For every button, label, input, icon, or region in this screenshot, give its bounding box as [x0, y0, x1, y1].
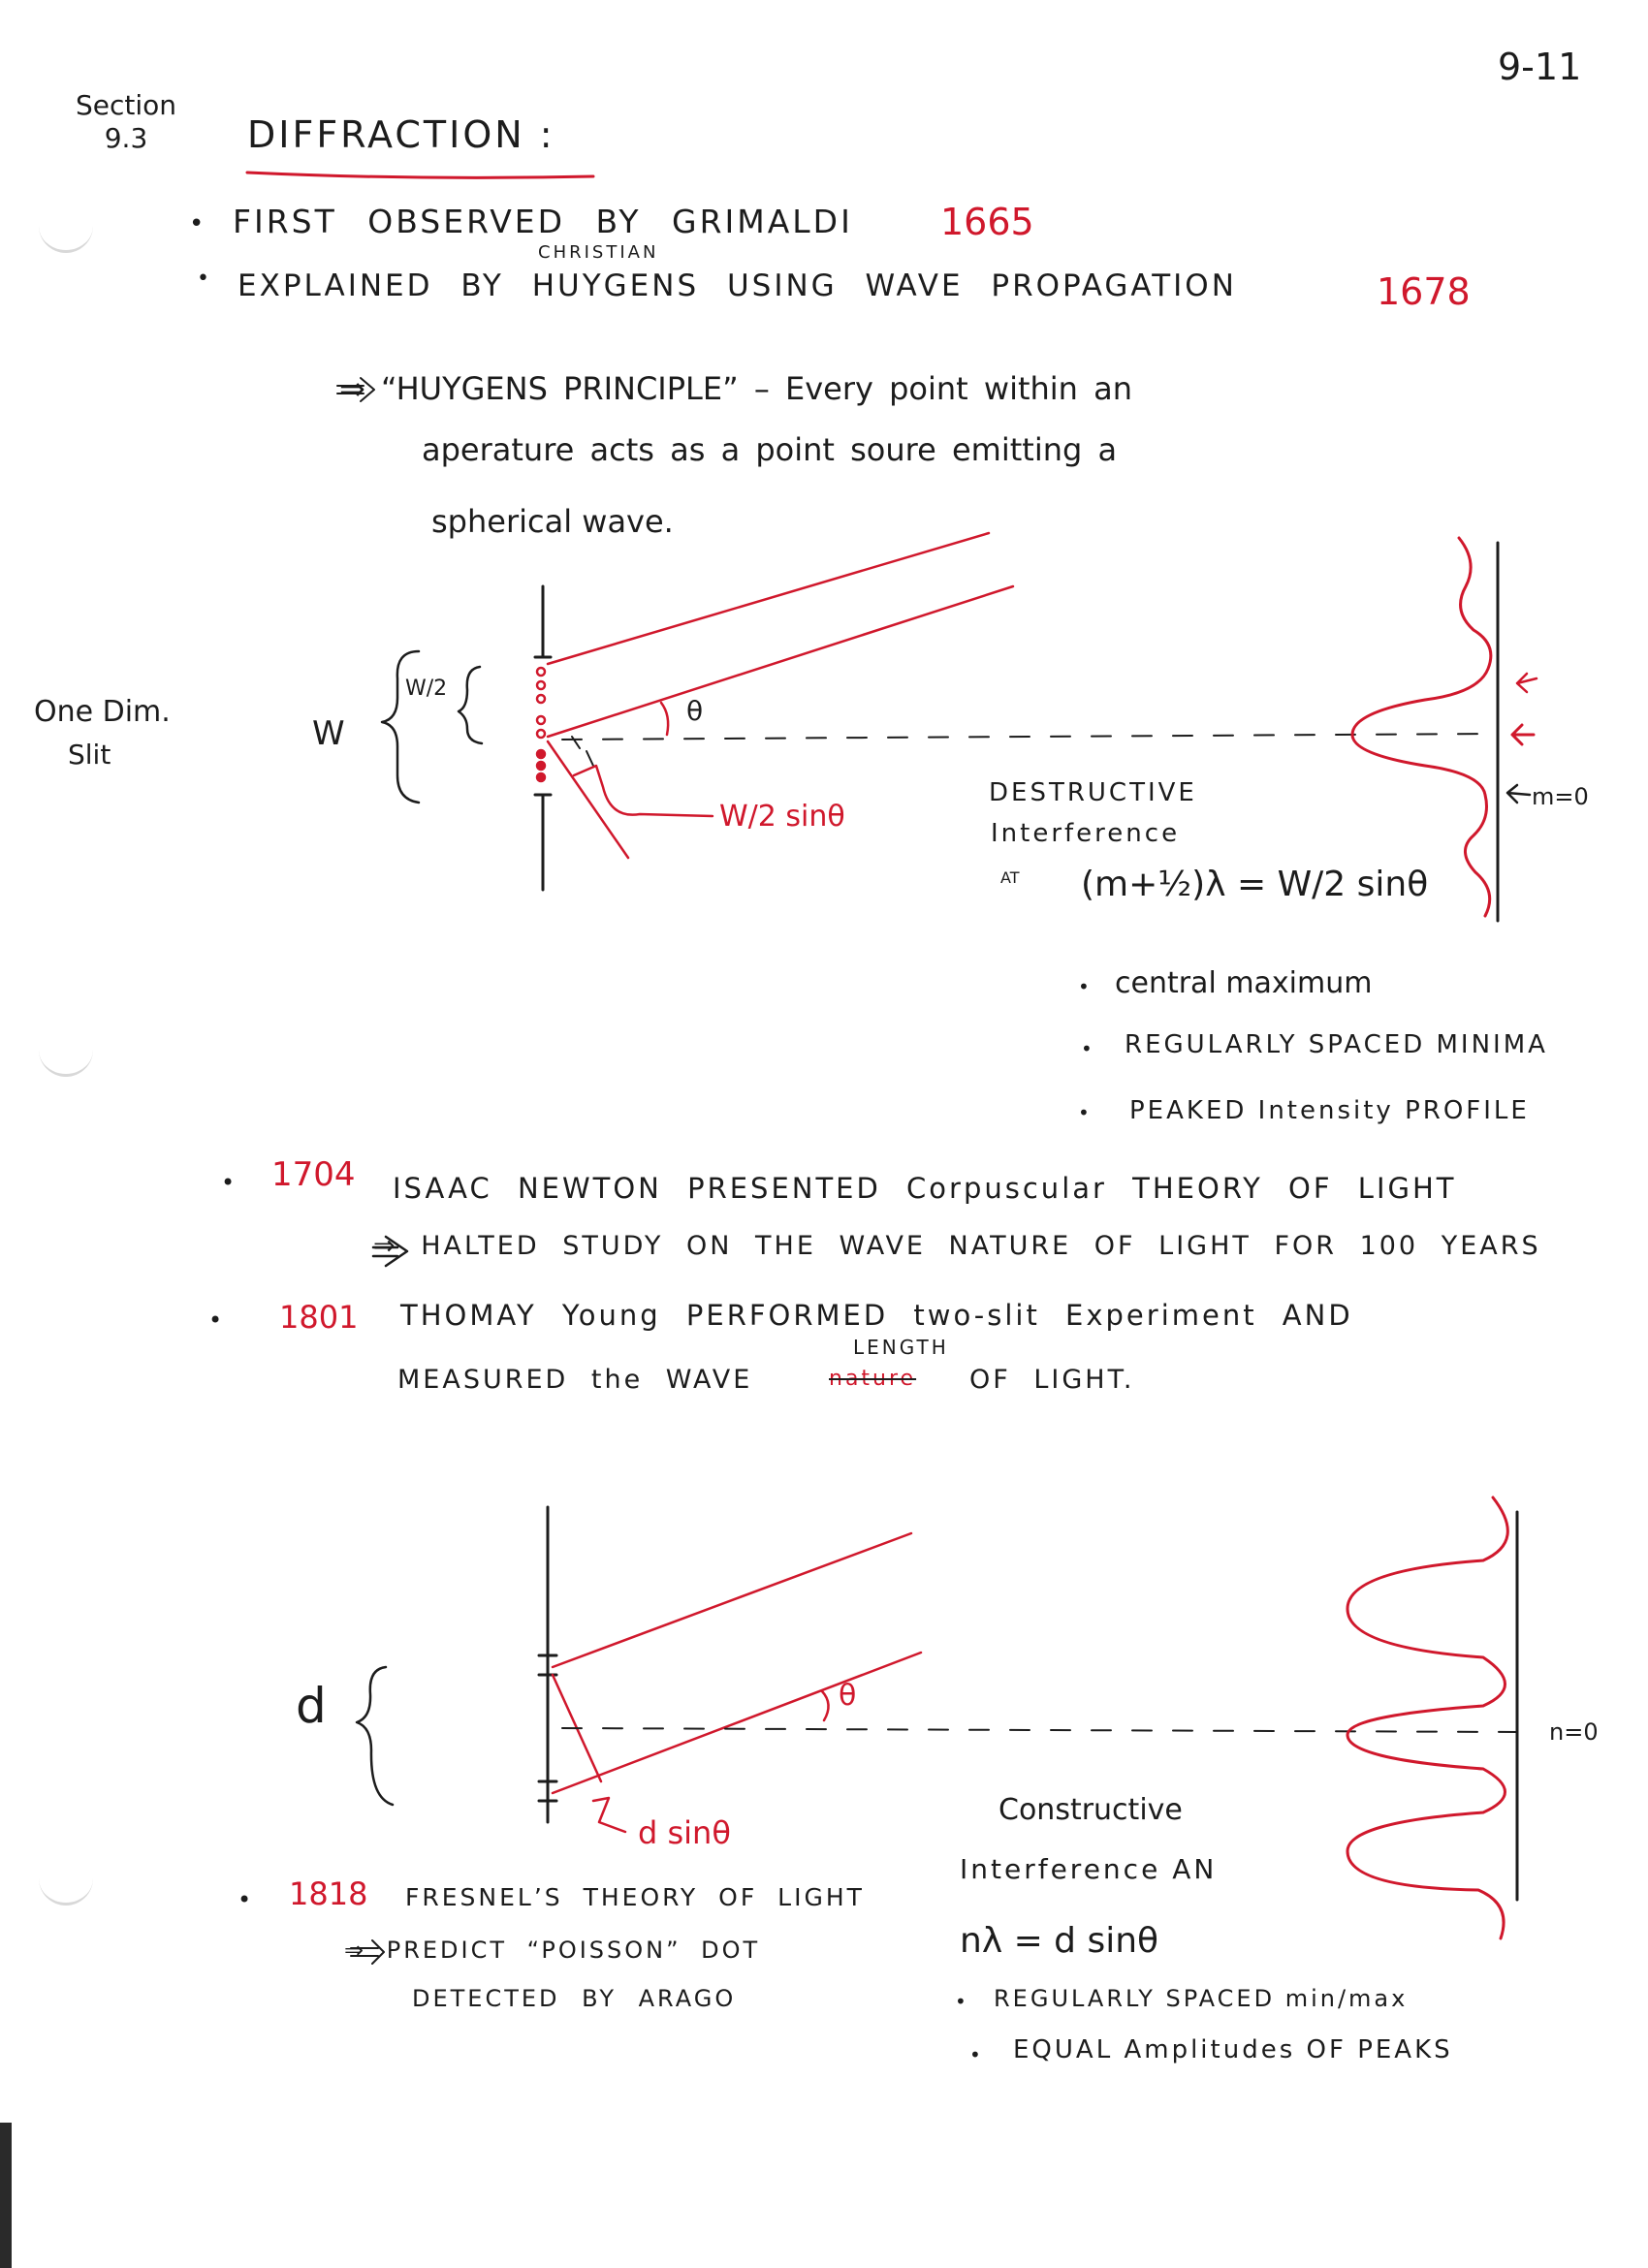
note-central-max: central maximum: [1115, 966, 1373, 1000]
sep-label: d: [296, 1678, 327, 1734]
interference-label-1: Interference: [991, 819, 1181, 848]
crossed-nature: nature: [829, 1367, 917, 1391]
note-minima: REGULARLY SPACED MINIMA: [1125, 1030, 1548, 1059]
fresnel-line-1: FRESNEL’S THEORY OF LIGHT: [405, 1883, 865, 1911]
huygens-line-2: aperature acts as a point soure emitting a: [422, 431, 1118, 468]
angle-label-2: θ: [839, 1679, 857, 1713]
ray-top-2: [548, 586, 1013, 737]
ray-upper-2: [553, 1533, 911, 1667]
bullet-dot: •: [969, 2043, 981, 2066]
year-1704: 1704: [271, 1155, 356, 1194]
intensity-profile-2: [1347, 1497, 1507, 1938]
slit-label: Slit: [68, 739, 111, 771]
huygens-line-1: ⇒ “HUYGENS PRINCIPLE” – Every point within an: [339, 370, 1133, 407]
fresnel-line-3: DETECTED BY ARAGO: [412, 1985, 737, 2012]
page-title: DIFFRACTION :: [247, 113, 555, 156]
ray-top-1: [548, 533, 989, 664]
title-underline: [247, 173, 593, 177]
half-width-label: W/2: [405, 677, 448, 701]
year-1801: 1801: [279, 1299, 359, 1336]
bullet-dot: •: [197, 267, 209, 291]
measured-line: MEASURED the WAVE: [397, 1365, 753, 1395]
note-regular-minmax: REGULARLY SPACED min/max: [994, 1985, 1409, 2012]
source-points: [537, 668, 545, 781]
ray-lower-2: [553, 1653, 921, 1793]
destructive-equation: (m+½)λ = W/2 sinθ: [1081, 865, 1429, 904]
angle-label-1: θ: [686, 695, 704, 727]
fresnel-line-2: ⇒ PREDICT “POISSON” DOT: [344, 1937, 761, 1964]
destructive-label: DESTRUCTIVE: [989, 778, 1197, 807]
constructive-equation: nλ = d sinθ: [960, 1921, 1159, 1961]
angle-arc-1: [661, 703, 668, 735]
newton-line: ISAAC NEWTON PRESENTED Corpuscular THEORY OF LIGHT: [393, 1172, 1457, 1205]
intensity-profile-1: [1352, 538, 1491, 916]
bullet-dot: •: [189, 209, 205, 238]
interference-label-2: Interference AN: [960, 1853, 1218, 1885]
bullet-dot: •: [955, 1990, 967, 2013]
insert-length: LENGTH: [853, 1336, 949, 1359]
path-diff-label-1: W/2 sinθ: [719, 800, 845, 834]
huygens-line-3: spherical wave.: [431, 503, 674, 540]
order-label-m0: m=0: [1532, 783, 1589, 810]
insert-christian: CHRISTIAN: [538, 242, 659, 263]
bullet-dot: •: [221, 1169, 236, 1196]
of-light-tail: OF LIGHT.: [969, 1365, 1135, 1395]
ray-down: [548, 741, 628, 858]
path-diff-label-2: d sinθ: [638, 1814, 731, 1851]
brace-d: [357, 1667, 393, 1805]
year-1665: 1665: [940, 201, 1034, 243]
width-label: W: [312, 714, 345, 753]
bullet-huygens: EXPLAINED BY HUYGENS USING WAVE PROPAGATION: [238, 268, 1237, 303]
note-equal-peaks: EQUAL Amplitudes OF PEAKS: [1013, 2035, 1453, 2064]
page-number: 9-11: [1498, 46, 1582, 88]
constructive-label: Constructive: [998, 1793, 1183, 1827]
bullet-dot: •: [238, 1886, 252, 1913]
bullet-dot: •: [1078, 1101, 1090, 1124]
optical-axis-2: [562, 1728, 1517, 1732]
path-bracket-2: [593, 1798, 625, 1832]
young-line: THOMAY Young PERFORMED two-slit Experiment AND: [400, 1299, 1353, 1332]
one-dim-label: One Dim.: [34, 695, 171, 729]
angle-arc-2: [822, 1691, 829, 1720]
bullet-dot: •: [1078, 975, 1090, 998]
bullet-dot: •: [1081, 1037, 1093, 1060]
year-1678: 1678: [1377, 270, 1471, 313]
bullet-grimaldi: FIRST OBSERVED BY GRIMALDI: [233, 203, 853, 240]
halted-line: ⇒ HALTED STUDY ON THE WAVE NATURE OF LIGHT FOR 100 YEARS: [373, 1231, 1541, 1261]
optical-axis-1: [562, 734, 1498, 740]
brace-half: [459, 667, 482, 743]
year-1818: 1818: [289, 1875, 368, 1912]
order-label-n0: n=0: [1549, 1718, 1599, 1746]
at-label: AT: [1000, 868, 1020, 887]
note-intensity: PEAKED Intensity PROFILE: [1129, 1096, 1530, 1125]
brace-w: [382, 651, 419, 803]
section-label-text: Section 9.3: [75, 89, 177, 154]
bullet-dot: •: [208, 1307, 223, 1334]
